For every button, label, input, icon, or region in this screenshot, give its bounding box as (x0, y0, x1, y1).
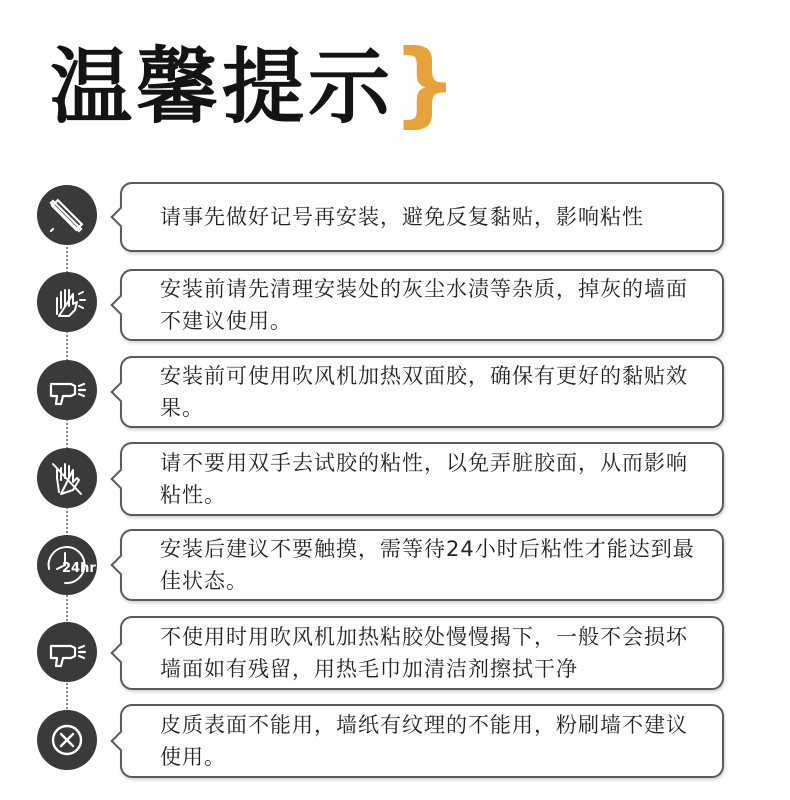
clock-24hr-icon (37, 535, 97, 595)
hair-dryer-icon (37, 622, 97, 682)
tip-text: 皮质表面不能用，墙纸有纹理的不能用，粉刷墙不建议使用。 (160, 713, 688, 769)
tip-item (120, 269, 724, 341)
tip-item (120, 704, 724, 778)
prohibited-x-icon (37, 710, 97, 770)
tip-item (120, 616, 724, 690)
wipe-hand-icon (37, 272, 97, 332)
ruler-pencil-icon (37, 185, 97, 245)
clock-24hr-label: 24hr (62, 561, 96, 576)
no-hand-icon (37, 448, 97, 508)
tip-item (120, 442, 724, 516)
tip-text: 安装后建议不要触摸，需等待24小时后粘性才能达到最佳状态。 (160, 537, 695, 593)
tip-text: 不使用时用吹风机加热粘胶处慢慢揭下，一般不会损坏墙面如有残留，用热毛巾加清洁剂擦拭干净 (160, 625, 688, 681)
tip-text: 安装前可使用吹风机加热双面胶，确保有更好的黏贴效果。 (160, 364, 688, 420)
title-brace-ornament: } (392, 30, 458, 137)
page-title: 温馨提示 (50, 40, 395, 135)
tip-text: 安装前请先清理安装处的灰尘水渍等杂质，掉灰的墙面不建议使用。 (160, 277, 688, 333)
tip-item (120, 182, 724, 252)
tip-text: 请不要用双手去试胶的粘性，以免弄脏胶面，从而影响粘性。 (160, 451, 688, 507)
tip-item (120, 529, 724, 601)
tip-text: 请事先做好记号再安装，避免反复黏贴，影响粘性 (160, 205, 644, 229)
hair-dryer-icon (37, 360, 97, 420)
tip-item (120, 356, 724, 428)
